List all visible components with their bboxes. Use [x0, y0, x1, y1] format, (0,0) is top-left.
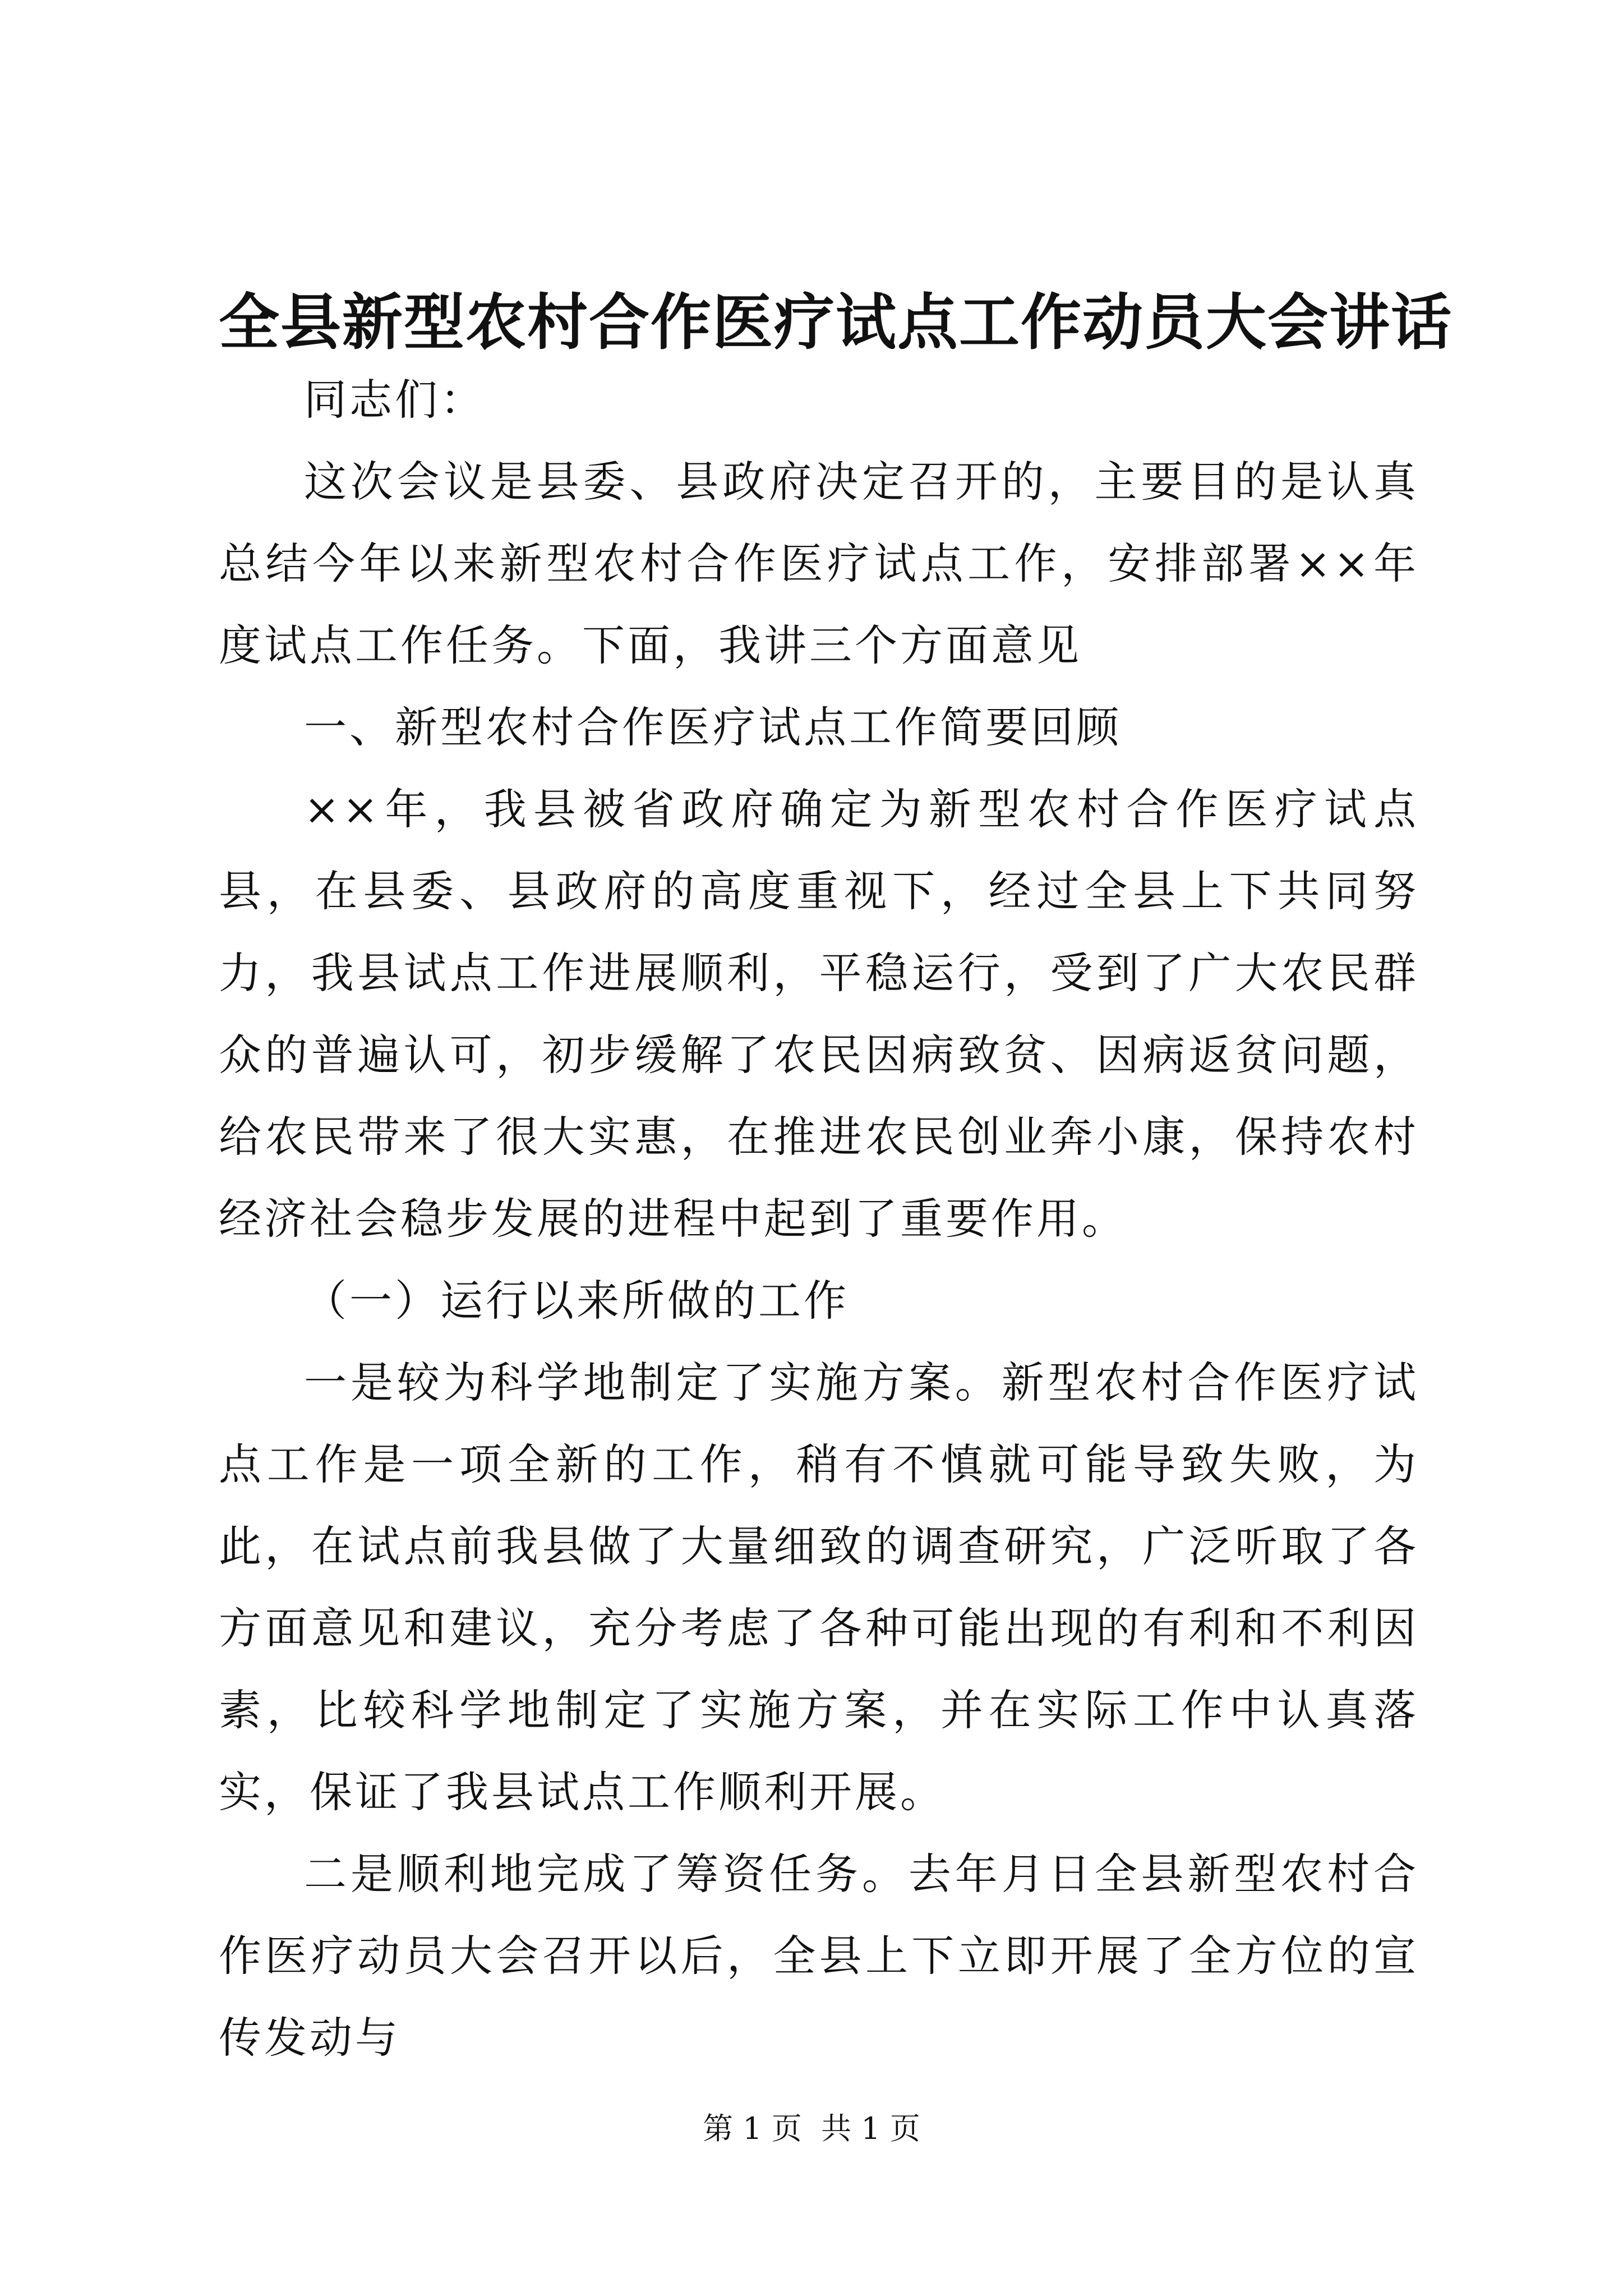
document-title: 全县新型农村合作医疗试点工作动员大会讲话: [219, 287, 1453, 358]
point-one-paragraph: 一是较为科学地制定了实施方案。新型农村合作医疗试点工作是一项全新的工作，稍有不慎就可能导致失败，为此，在试点前我县做了大量细致的调查研究，广泛听取了各方面意见和建议，充分考虑了各种可能出现的有利和不利因素，比较科学地制定了实施方案，并在实际工作中认真落实，保证了我县试点工作顺利开展。: [219, 1358, 1419, 1817]
section-heading: 一、新型农村合作医疗试点工作简要回顾: [304, 702, 1122, 752]
document-body: [219, 359, 1419, 2079]
intro-paragraph: 这次会议是县委、县政府决定召开的，主要目的是认真总结今年以来新型农村合作医疗试点工作，安排部署××年度试点工作任务。下面，我讲三个方面意见: [219, 457, 1419, 670]
point-two-paragraph: 二是顺利地完成了筹资任务。去年月日全县新型农村合作医疗动员大会召开以后，全县上下立即开展了全方位的宣传发动与: [219, 1849, 1419, 2063]
page-footer: [0, 2109, 1623, 2148]
review-paragraph: ××年，我县被省政府确定为新型农村合作医疗试点县，在县委、县政府的高度重视下，经过全县上下共同努力，我县试点工作进展顺利，平稳运行，受到了广大农民群众的普遍认可，初步缓解了农民因病致贫、因病返贫问题，给农民带来了很大实惠，在推进农民创业奔小康，保持农村经济社会稳步发展的进程中起到了重要作用。: [219, 784, 1419, 1244]
page-number: 第 1 页 共 1 页: [703, 2111, 920, 2146]
salutation-paragraph: 同志们：: [304, 375, 486, 425]
subsection-heading: （一）运行以来所做的工作: [304, 1276, 849, 1326]
